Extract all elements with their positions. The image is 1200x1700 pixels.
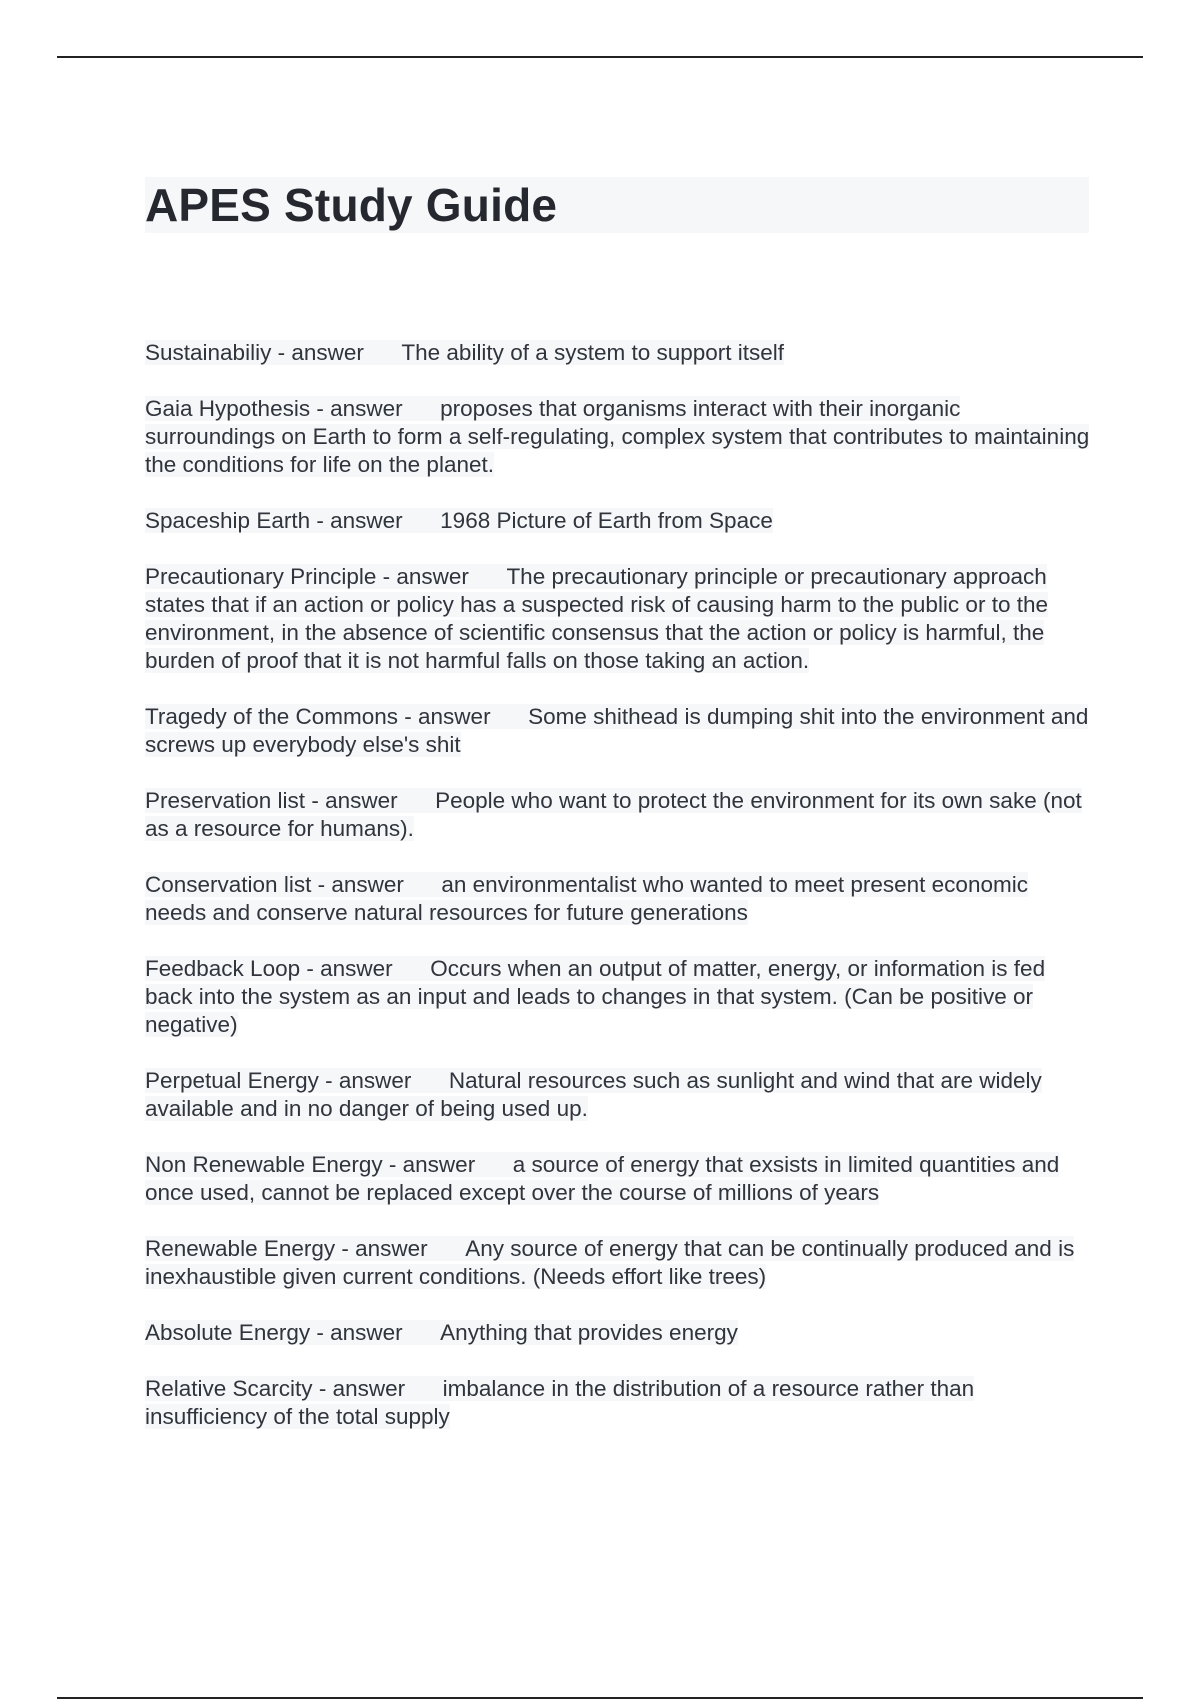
entry-term: Precautionary Principle <box>145 564 377 589</box>
entry-separator: - <box>300 956 321 981</box>
entry-definition: Anything that provides energy <box>440 1320 738 1345</box>
entry-term: Sustainabiliy <box>145 340 272 365</box>
entry <box>145 955 1090 1039</box>
answer-label: answer <box>291 340 364 365</box>
answer-label: answer <box>331 872 404 897</box>
entry <box>145 1235 1090 1291</box>
entry-term: Absolute Energy <box>145 1320 311 1345</box>
bottom-rule <box>57 1697 1143 1699</box>
entry-definition: Any source of energy that can be continually produced and is inexhaustible given current conditions. (Needs effort like trees) <box>145 1236 1075 1289</box>
answer-label: answer <box>332 1376 406 1401</box>
entry-separator: - <box>312 1376 333 1401</box>
entry-definition: a source of energy that exsists in limited quantities and once used, cannot be replaced except over the course of millions of years <box>145 1152 1060 1205</box>
entry-definition: The precautionary principle or precautionary approach states that if an action or policy has a suspected risk of causing harm to the public or to the environment, in the absence of scientific consensus that the action or policy is harmful, the burden of proof that it is not harmful falls on those taking an action. <box>145 564 1048 673</box>
entry-term: Non Renewable Energy <box>145 1152 383 1177</box>
answer-label: answer <box>418 704 491 729</box>
entry-separator: - <box>305 788 326 813</box>
entry <box>145 339 1090 367</box>
entry-term: Conservation list <box>145 872 312 897</box>
entry-separator: - <box>376 564 397 589</box>
entry-definition: an environmentalist who wanted to meet present economic needs and conserve natural resources for future generations <box>145 872 1028 925</box>
answer-label: answer <box>320 956 393 981</box>
entry-list <box>145 339 1090 1459</box>
entry-separator: - <box>398 704 419 729</box>
entry <box>145 1319 1090 1347</box>
entry-term: Renewable Energy <box>145 1236 336 1261</box>
entry-term: Feedback Loop <box>145 956 301 981</box>
entry-separator: - <box>382 1152 403 1177</box>
entry <box>145 703 1090 759</box>
entry-separator: - <box>335 1236 356 1261</box>
entry-term: Preservation list <box>145 788 306 813</box>
entry <box>145 787 1090 843</box>
top-rule <box>57 56 1143 58</box>
entry-term: Gaia Hypothesis <box>145 396 311 421</box>
answer-label: answer <box>355 1236 428 1261</box>
entry <box>145 507 1090 535</box>
entry-separator: - <box>311 872 332 897</box>
answer-label: answer <box>330 1320 403 1345</box>
entry-term: Relative Scarcity <box>145 1376 313 1401</box>
entry-separator: - <box>271 340 292 365</box>
entry <box>145 871 1090 927</box>
answer-label: answer <box>330 396 403 421</box>
answer-label: answer <box>402 1152 476 1177</box>
entry-definition: Occurs when an output of matter, energy, or information is fed back into the system as an input and leads to changes in that system. (Can be positive or negative) <box>145 956 1046 1037</box>
entry <box>145 395 1090 479</box>
entry-term: Perpetual Energy <box>145 1068 319 1093</box>
entry <box>145 1375 1090 1431</box>
answer-label: answer <box>325 788 398 813</box>
entry-definition: imbalance in the distribution of a resource rather than insufficiency of the total supply <box>145 1376 975 1429</box>
entry <box>145 1067 1090 1123</box>
entry-separator: - <box>318 1068 339 1093</box>
page-title: APES Study Guide <box>145 177 1089 233</box>
answer-label: answer <box>338 1068 412 1093</box>
entry-definition: 1968 Picture of Earth from Space <box>440 508 773 533</box>
entry-definition: Some shithead is dumping shit into the environment and screws up everybody else's shit <box>145 704 1089 757</box>
entry-definition: proposes that organisms interact with their inorganic surroundings on Earth to form a self-regulating, complex system that contributes to maintaining the conditions for life on the planet. <box>145 396 1090 477</box>
entry <box>145 563 1090 675</box>
entry-separator: - <box>310 508 331 533</box>
answer-label: answer <box>396 564 469 589</box>
answer-label: answer <box>330 508 403 533</box>
entry-term: Tragedy of the Commons <box>145 704 399 729</box>
entry-term: Spaceship Earth <box>145 508 311 533</box>
entry-separator: - <box>310 1320 331 1345</box>
entry <box>145 1151 1090 1207</box>
entry-definition: People who want to protect the environment for its own sake (not as a resource for humans). <box>145 788 1082 841</box>
entry-definition: The ability of a system to support itself <box>401 340 785 365</box>
entry-definition: Natural resources such as sunlight and wind that are widely available and in no danger of being used up. <box>145 1068 1042 1121</box>
entry-separator: - <box>310 396 331 421</box>
